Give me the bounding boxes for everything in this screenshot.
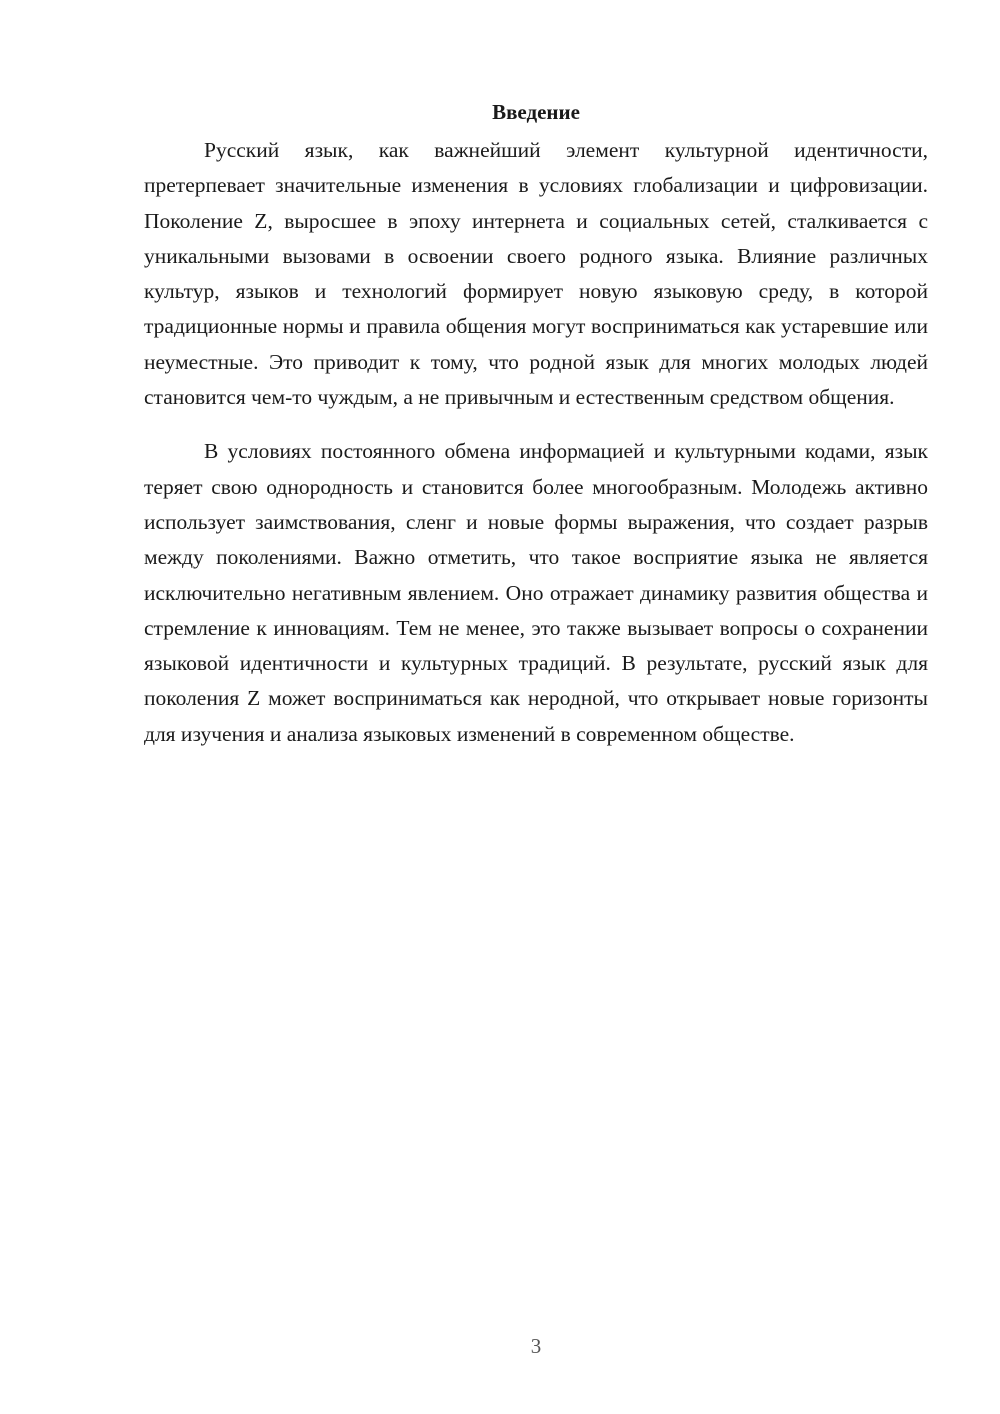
- paragraph-1: Русский язык, как важнейший элемент культурной идентичности, претерпевает значительные изменения в условиях глобализации и цифровизации. Поколение Z, выросшее в эпоху интернета и социальных сетей, сталкивается с уникальными вызовами в освоении своего родного языка. Влияние различных культур, языков и технологий формирует новую языковую среду, в которой традиционные нормы и правила общения могут восприниматься как устаревшие или неуместные. Это приводит к тому, что родной язык для многих молодых людей становится чем-то чуждым, а не привычным и естественным средством общения.: [144, 138, 928, 410]
- page-number: 3: [530, 1334, 542, 1358]
- page-content: [144, 94, 928, 752]
- section-title: Введение: [492, 100, 580, 124]
- paragraph-2: В условиях постоянного обмена информацией и культурными кодами, язык теряет свою однородность и становится более многообразным. Молодежь активно использует заимствования, сленг и новые формы выражения, что создает разрыв между поколениями. Важно отметить, что такое восприятие языка не является исключительно негативным явлением. Оно отражает динамику развития общества и стремление к инновациям. Тем не менее, это также вызывает вопросы о сохранении языковой идентичности и культурных традиций. В результате, русский язык для поколения Z может восприниматься как неродной, что открывает новые горизонты для изучения и анализа языковых изменений в современном обществе.: [144, 439, 928, 746]
